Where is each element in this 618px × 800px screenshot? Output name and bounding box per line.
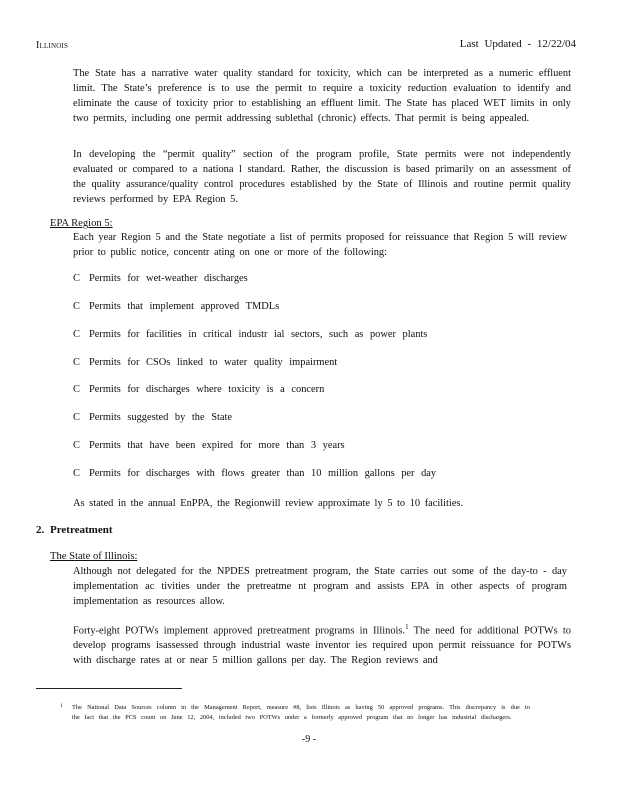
paragraph-pretreatment-potws: Forty-eight POTWs implement approved pretreatment programs in Illinois.$^1$ The need for additional POTWs to develop programs isassessed through industrial waste inventor ies required upon permit reissuance for POTWs with discharge rates at or near 5 million gallons per day. The Region reviews and (73, 623, 571, 667)
bullet-item: C Permits for discharges where toxicity is a concern (73, 384, 325, 395)
bullet-marker: C (73, 440, 80, 451)
footnote-reference: 1 (405, 623, 409, 631)
bullet-marker: C (73, 412, 80, 423)
bullet-item: C Permits that have been expired for more than 3 years (73, 440, 345, 451)
bullet-marker: C (73, 384, 80, 395)
bullet-item: C Permits for facilities in critical industr ial sectors, such as power plants (73, 329, 428, 340)
paragraph-region-intro: Each year Region 5 and the State negotiate a list of permits proposed for reissuance that Region 5 will review prior to public notice, concentr ating on one or more of the following: (73, 232, 567, 258)
header-last-updated: Last Updated - 12/22/04 (459, 38, 576, 50)
paragraph-region-closing: As stated in the annual EnPPA, the Regionwill review approximate ly 5 to 10 facilities. (73, 498, 464, 509)
paragraph-pretreatment-delegation: Although not delegated for the NPDES pretreatment program, the State carries out some of the day-to - day implementation ac tivities under the pretreatme nt program and assists EPA in other aspects of program implementation as resources allow. (73, 566, 567, 607)
footnote-mark: 1 (60, 703, 63, 709)
bullet-item: C Permits for discharges with flows greater than 10 million gallons per day (73, 468, 437, 479)
bullet-marker: C (73, 329, 80, 340)
bullet-item: C Permits suggested by the State (73, 412, 232, 423)
footnote (60, 703, 530, 722)
bullet-marker: C (73, 273, 80, 284)
bullet-marker: C (73, 301, 80, 312)
page-number: -9 - (301, 734, 317, 745)
heading-state-of-illinois: The State of Illinois: (50, 551, 138, 562)
footnote-text: The National Data Sources column in the Management Report, measure #8, lists Illinois as having 50 approved programs. This discrepancy is due to the fact that the PCS count on June 12, 2004, included two POTWs under a formerly approved program that no longer has industrial dischargers. (72, 704, 530, 721)
heading-epa-region-5: EPA Region 5: (50, 218, 113, 229)
footnote-separator (36, 688, 182, 689)
bullet-marker: C (73, 357, 80, 368)
bullet-item: C Permits for wet-weather discharges (73, 273, 248, 284)
bullet-item: C Permits for CSOs linked to water quality impairment (73, 357, 338, 368)
paragraph-narrative-standard: The State has a narrative water quality standard for toxicity, which can be interpreted as a numeric effluent limit. The State’s preference is to use the permit to require a toxicity reduction evaluation to identify and eliminate the cause of toxicity prior to establishing an effluent limit. The State has placed WET limits in only two permits, including one permit addressing sublethal (chronic) effects. That permit is being appealed. (73, 68, 571, 124)
paragraph-permit-quality: In developing the “permit quality” section of the program profile, State permits were not independently evaluated or compared to a nationa l standard. Rather, the discussion is based primarily on an assessment of the quality assurance/quality control procedures established by the State of Illinois and routine permit quality reviews performed by EPA Region 5. (73, 149, 571, 205)
bullet-marker: C (73, 468, 80, 479)
bullet-item: C Permits that implement approved TMDLs (73, 301, 280, 312)
section-heading-pretreatment: 2. Pretreatment (36, 524, 113, 536)
header-state: Illinois (36, 40, 69, 51)
